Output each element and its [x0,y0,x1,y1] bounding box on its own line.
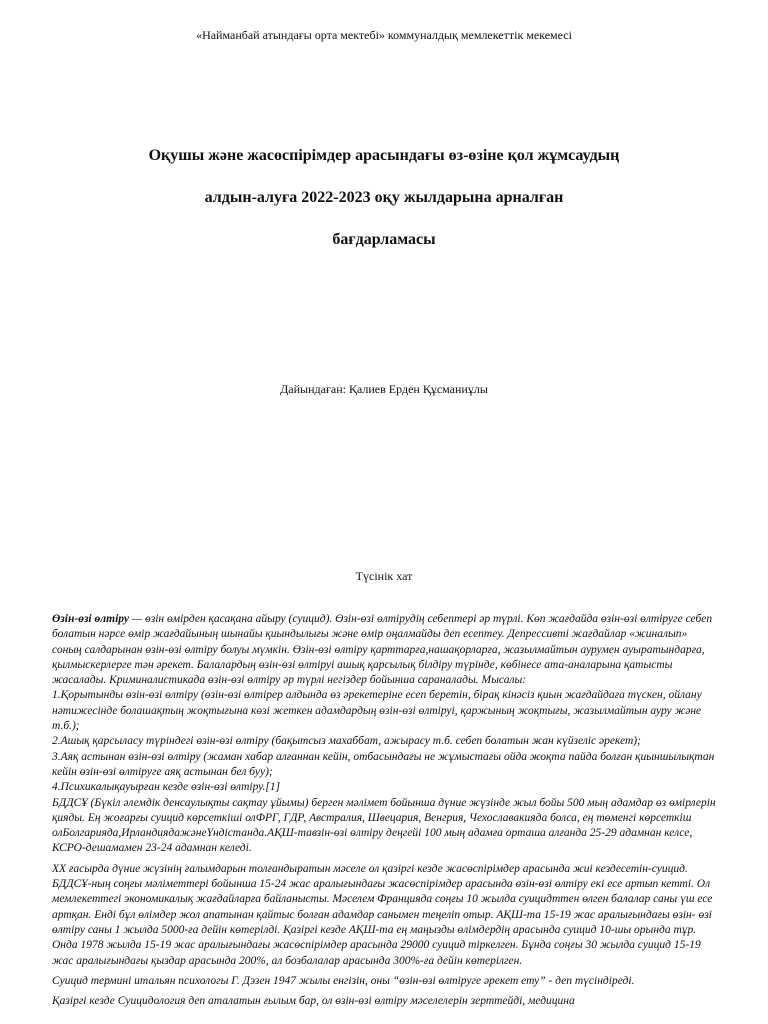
intro-paragraph [52,612,716,688]
document-title-line-2: алдын-алуға 2022-2023 оқу жылдарына арналған [204,189,564,206]
document-title-line-1: Оқушы және жасөспірімдер арасындағы өз-өзіне қол жұмсаудың [148,147,620,164]
list-item: 3.Аяқ астынан өзін-өзі өлтіру (жаман хабар алғаннан кейін, отбасындағы не жұмыстағы ойда жоқта пайда болған қиыншылықтан кейін өзін-өзі өлтіруге аяқ астынан бел буу); [52,750,715,778]
explanatory-note-heading: Түсінік хат [355,569,413,583]
twentieth-century-paragraph: XX ғасырда дүние жүзінің ғалымдарын толғандыратын мәселе ол қазіргі кезде жасөспірімдер арасында жиі кездесетін-суицид. БДДСҰ-ның соңғы мәліметтері бойынша 15-24 жас аралығындағы жасөспірімдер арасында өзін-өзі өлтіру екі есе артып кетті. Ол мемлекеттегі экономикалық жағдайларға байланысты. Мәселем Францияда соңғы 10 жылда суицидттен өлген балалар саны үш есе артқан. Енді бұл өлімдер жол апатынан қайтыс болған адамдар санымен теңеліп отыр. АҚШ-та 15-19 жас аралығындағы өзін- өзі өлтіру саны 1 жылда 5000-ға дейін көтерілді. Қазіргі кезде АҚШ-та ең маңызды өлімдердің арасында суицид 10-шы орында тұр. Онда 1978 жылда 15-19 жас аралығындағы жасөспірімдер арасында 29000 суицид тіркелген. Бұнда соңғы 30 жылда суицид 15-19 жас аралығындағы қыздар арасында 200%, ал бозбалалар арасында 300%-ға дейін көтерілген. [52,862,713,967]
intro-text: — өзін өмірден қасақана айыру (суицид). Өзін-өзі өлтірудің себептері әр түрлі. Көп жағдайда өзін-өзі өлтіруге себеп болатын нәрсе өмір жағдайының шынайы қиындылығы және өмір оңалмайды деп есептеу. Депрессивті жағдайлар «жиналып» соның салдарынан өзін-өзі өлтіру болуы мүмкін. Өзін-өзі өлтіру қарттарға,нашақорларға, жазылмайтын аурумен ауыратындарға, қылмыскерлерге тән әрекет. Балалардың өзін-өзі өлтіруі ашық қарсылық білдіру түрінде, көбінесе ата-аналарына қатысты жасалады. Криминалистикада өзін-өзі өлтіру әр түрлі негіздер бойынша сараналады. Мысалы: [52,613,713,687]
list-item: 4.Психикалықауырған кезде өзін-өзі өлтіру.[1] [52,781,281,794]
document-title-line-3: бағдарламасы [332,231,436,248]
suicide-term-paragraph: Суицид термині итальян психологы Г. Дэзен 1947 жылы енгізін, оны “өзін-өзі өлтіруге әрекет ету” - деп түсіндіреді. [52,974,635,987]
who-statistics-paragraph: БДДСҰ (Бүкіл әлемдік денсаулықты сақтау ұйымы) берген мәлімет бойынша дүние жүзінде жыл бойы 500 мың адамдар өз өмірлерін қияды. Ең жоғарғы суицид көрсеткіші олФРГ, ГДР, Австралия, Швецария, Венгрия, Чехославакияда болса, ең төменгі көрсеткіш олБолгарияда,ИрландиядажәнеҮндістанда.АҚШ-тавзін-өзі өлтіру деңгейі 100 мың адамға орташа алғанда 25-29 адамнан келсе, КСРО-дешамамен 23-24 адамнан келеді. [52,796,716,855]
institution-header: «Найманбай атындағы орта мектебі» коммуналдық мемлекеттік мекемесі [196,28,572,42]
defined-term: Өзін-өзі өлтіру [52,613,130,625]
prepared-by: Дайындаған: Қалиев Ерден Құсманиұлы [280,382,488,396]
document-body [52,612,716,1009]
suicidology-paragraph: Қазіргі кезде Суицидология деп аталатын ғылым бар, ол өзін-өзі өлтіру мәселелерін зерттейді, медицина [52,995,575,1008]
list-item: 2.Ашық қарсыласу түріндегі өзін-өзі өлтіру (бақытсыз махаббат, ажырасу т.б. себеп болатын жан күйзеліс әрекет); [52,735,641,748]
list-item: 1.Қорытынды өзін-өзі өлтіру (өзін-өзі өлтірер алдында өз әрекетеріне есеп беретін, бірақ кінәсіз қиын жағдайдаға түскен, ойлану нәтижесінде болашақтың жоқтығына көзі жеткен адамдардың өзін-өзі өлтіруі, қаржының жоқтығы, жазылмайтын ауру және т.б.); [52,689,702,733]
